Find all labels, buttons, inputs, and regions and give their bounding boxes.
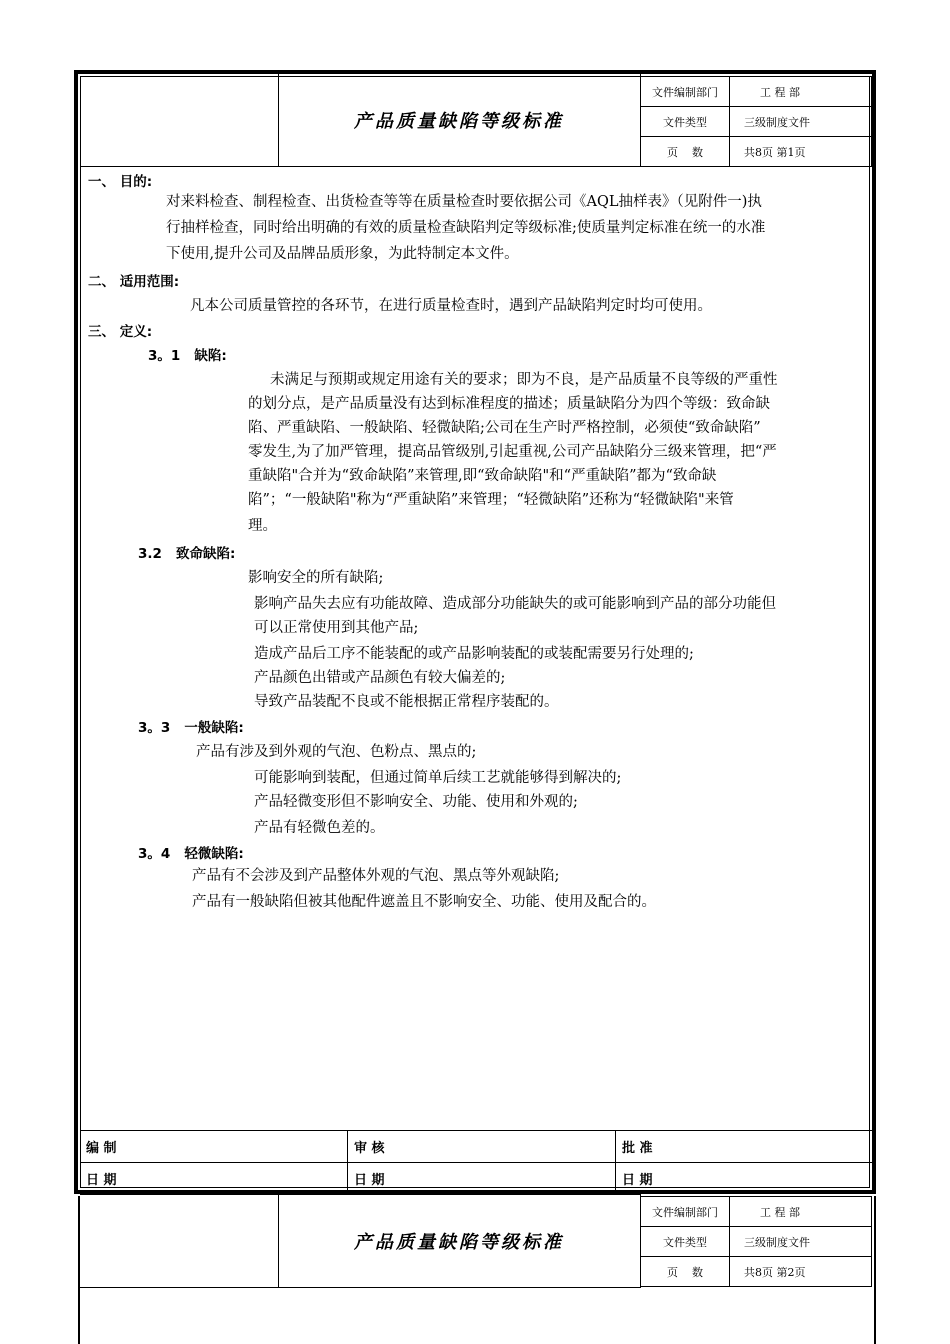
meta-value-type: 三级制度文件 bbox=[730, 107, 872, 137]
section-1-line: 下使用,提升公司及品牌品质形象，为此特制定本文件。 bbox=[166, 246, 519, 262]
section-3-2-line: 产品颜色出错或产品颜色有较大偏差的; bbox=[254, 670, 506, 686]
section-3-4-title: 3。4 轻微缺陷: bbox=[138, 846, 244, 862]
section-3-2-line: 影响产品失去应有功能故障、造成部分功能缺失的或可能影响到产品的部分功能但 bbox=[254, 596, 776, 612]
header-divider bbox=[80, 166, 872, 167]
section-3-title: 三、 定义: bbox=[88, 324, 153, 340]
section-3-2-line: 造成产品后工序不能装配的或产品影响装配的或装配需要另行处理的; bbox=[254, 646, 694, 662]
signature-prepared-label: 编 制 bbox=[80, 1131, 348, 1163]
page-2-header bbox=[80, 1194, 872, 1286]
section-3-4-line: 产品有一般缺陷但被其他配件遮盖且不影响安全、功能、使用及配合的。 bbox=[192, 894, 656, 910]
section-3-1-line: 零发生,为了加严管理，提高品管级别,引起重视,公司产品缺陷分三级来管理，把“严 bbox=[248, 444, 777, 460]
date-review-label: 日 期 bbox=[348, 1163, 616, 1195]
signature-approve-label: 批 准 bbox=[616, 1131, 873, 1163]
section-3-3-line: 产品有轻微色差的。 bbox=[254, 820, 385, 836]
section-3-1-line: 理。 bbox=[248, 518, 277, 534]
section-3-2-line: 可以正常使用到其他产品; bbox=[254, 620, 419, 636]
signature-block bbox=[80, 1130, 872, 1190]
section-3-3-line: 产品轻微变形但不影响安全、功能、使用和外观的; bbox=[254, 794, 578, 810]
meta-label-type: 文件类型 bbox=[641, 107, 730, 137]
meta-value-pages: 共8页 第2页 bbox=[730, 1257, 872, 1287]
section-3-2-line: 导致产品装配不良或不能根据正常程序装配的。 bbox=[254, 694, 559, 710]
meta-value-pages: 共8页 第1页 bbox=[730, 137, 872, 167]
meta-value-dept: 工 程 部 bbox=[730, 77, 872, 107]
document-meta-table bbox=[640, 1196, 872, 1287]
section-3-1-line: 未满足与预期或规定用途有关的要求；即为不良，是产品质量不良等级的严重性 bbox=[270, 372, 778, 388]
section-3-1-line: 重缺陷"合并为“致命缺陷”来管理,即“致命缺陷"和“严重缺陷”都为“致命缺 bbox=[248, 468, 717, 484]
section-1-title: 一、 目的: bbox=[88, 174, 153, 190]
title-cell bbox=[278, 74, 641, 166]
signature-review-label: 审 核 bbox=[348, 1131, 616, 1163]
logo-cell bbox=[80, 74, 279, 166]
date-prepared-label: 日 期 bbox=[80, 1163, 348, 1195]
meta-value-type: 三级制度文件 bbox=[730, 1227, 872, 1257]
meta-label-dept: 文件编制部门 bbox=[641, 1197, 730, 1227]
meta-label-pages: 页 数 bbox=[641, 137, 730, 167]
meta-label-dept: 文件编制部门 bbox=[641, 77, 730, 107]
logo-cell bbox=[80, 1194, 279, 1288]
section-3-1-line: 的划分点，是产品质量没有达到标准程度的描述；质量缺陷分为四个等级：致命缺 bbox=[248, 396, 770, 412]
section-2-text: 凡本公司质量管控的各环节，在进行质量检查时，遇到产品缺陷判定时均可使用。 bbox=[190, 298, 712, 314]
section-2-title: 二、 适用范围: bbox=[88, 274, 180, 290]
section-1-line: 行抽样检查，同时给出明确的有效的质量检查缺陷判定等级标准;使质量判定标准在统一的水准 bbox=[166, 220, 766, 236]
section-3-3-line: 产品有涉及到外观的气泡、色粉点、黑点的; bbox=[196, 744, 477, 760]
section-3-3-title: 3。3 一般缺陷: bbox=[138, 720, 244, 736]
meta-label-type: 文件类型 bbox=[641, 1227, 730, 1257]
document-title: 产品质量缺陷等级标准 bbox=[354, 1232, 564, 1253]
document-title: 产品质量缺陷等级标准 bbox=[354, 111, 564, 132]
date-approve-label: 日 期 bbox=[616, 1163, 873, 1195]
title-cell bbox=[278, 1194, 641, 1288]
page-1-header bbox=[80, 74, 872, 166]
section-3-1-line: 陷”；“一般缺陷"称为“严重缺陷”来管理；“轻微缺陷”还称为“轻微缺陷"来管 bbox=[248, 492, 734, 508]
section-3-2-line: 影响安全的所有缺陷; bbox=[248, 570, 384, 586]
meta-value-dept: 工 程 部 bbox=[730, 1197, 872, 1227]
section-3-1-line: 陷、严重缺陷、一般缺陷、轻微缺陷;公司在生产时严格控制，必须使“致命缺陷” bbox=[248, 420, 761, 436]
section-3-2-title: 3.2 致命缺陷: bbox=[138, 546, 236, 562]
section-3-4-line: 产品有不会涉及到产品整体外观的气泡、黑点等外观缺陷; bbox=[192, 868, 560, 884]
section-3-1-title: 3。1 缺陷: bbox=[148, 348, 227, 364]
meta-label-pages: 页 数 bbox=[641, 1257, 730, 1287]
section-1-line: 对来料检查、制程检查、出货检查等等在质量检查时要依据公司《AQL抽样表》（见附件一)执 bbox=[166, 194, 762, 210]
page-1-frame bbox=[74, 70, 876, 1194]
section-3-3-line: 可能影响到装配，但通过简单后续工艺就能够得到解决的; bbox=[254, 770, 622, 786]
document-meta-table bbox=[640, 76, 872, 167]
